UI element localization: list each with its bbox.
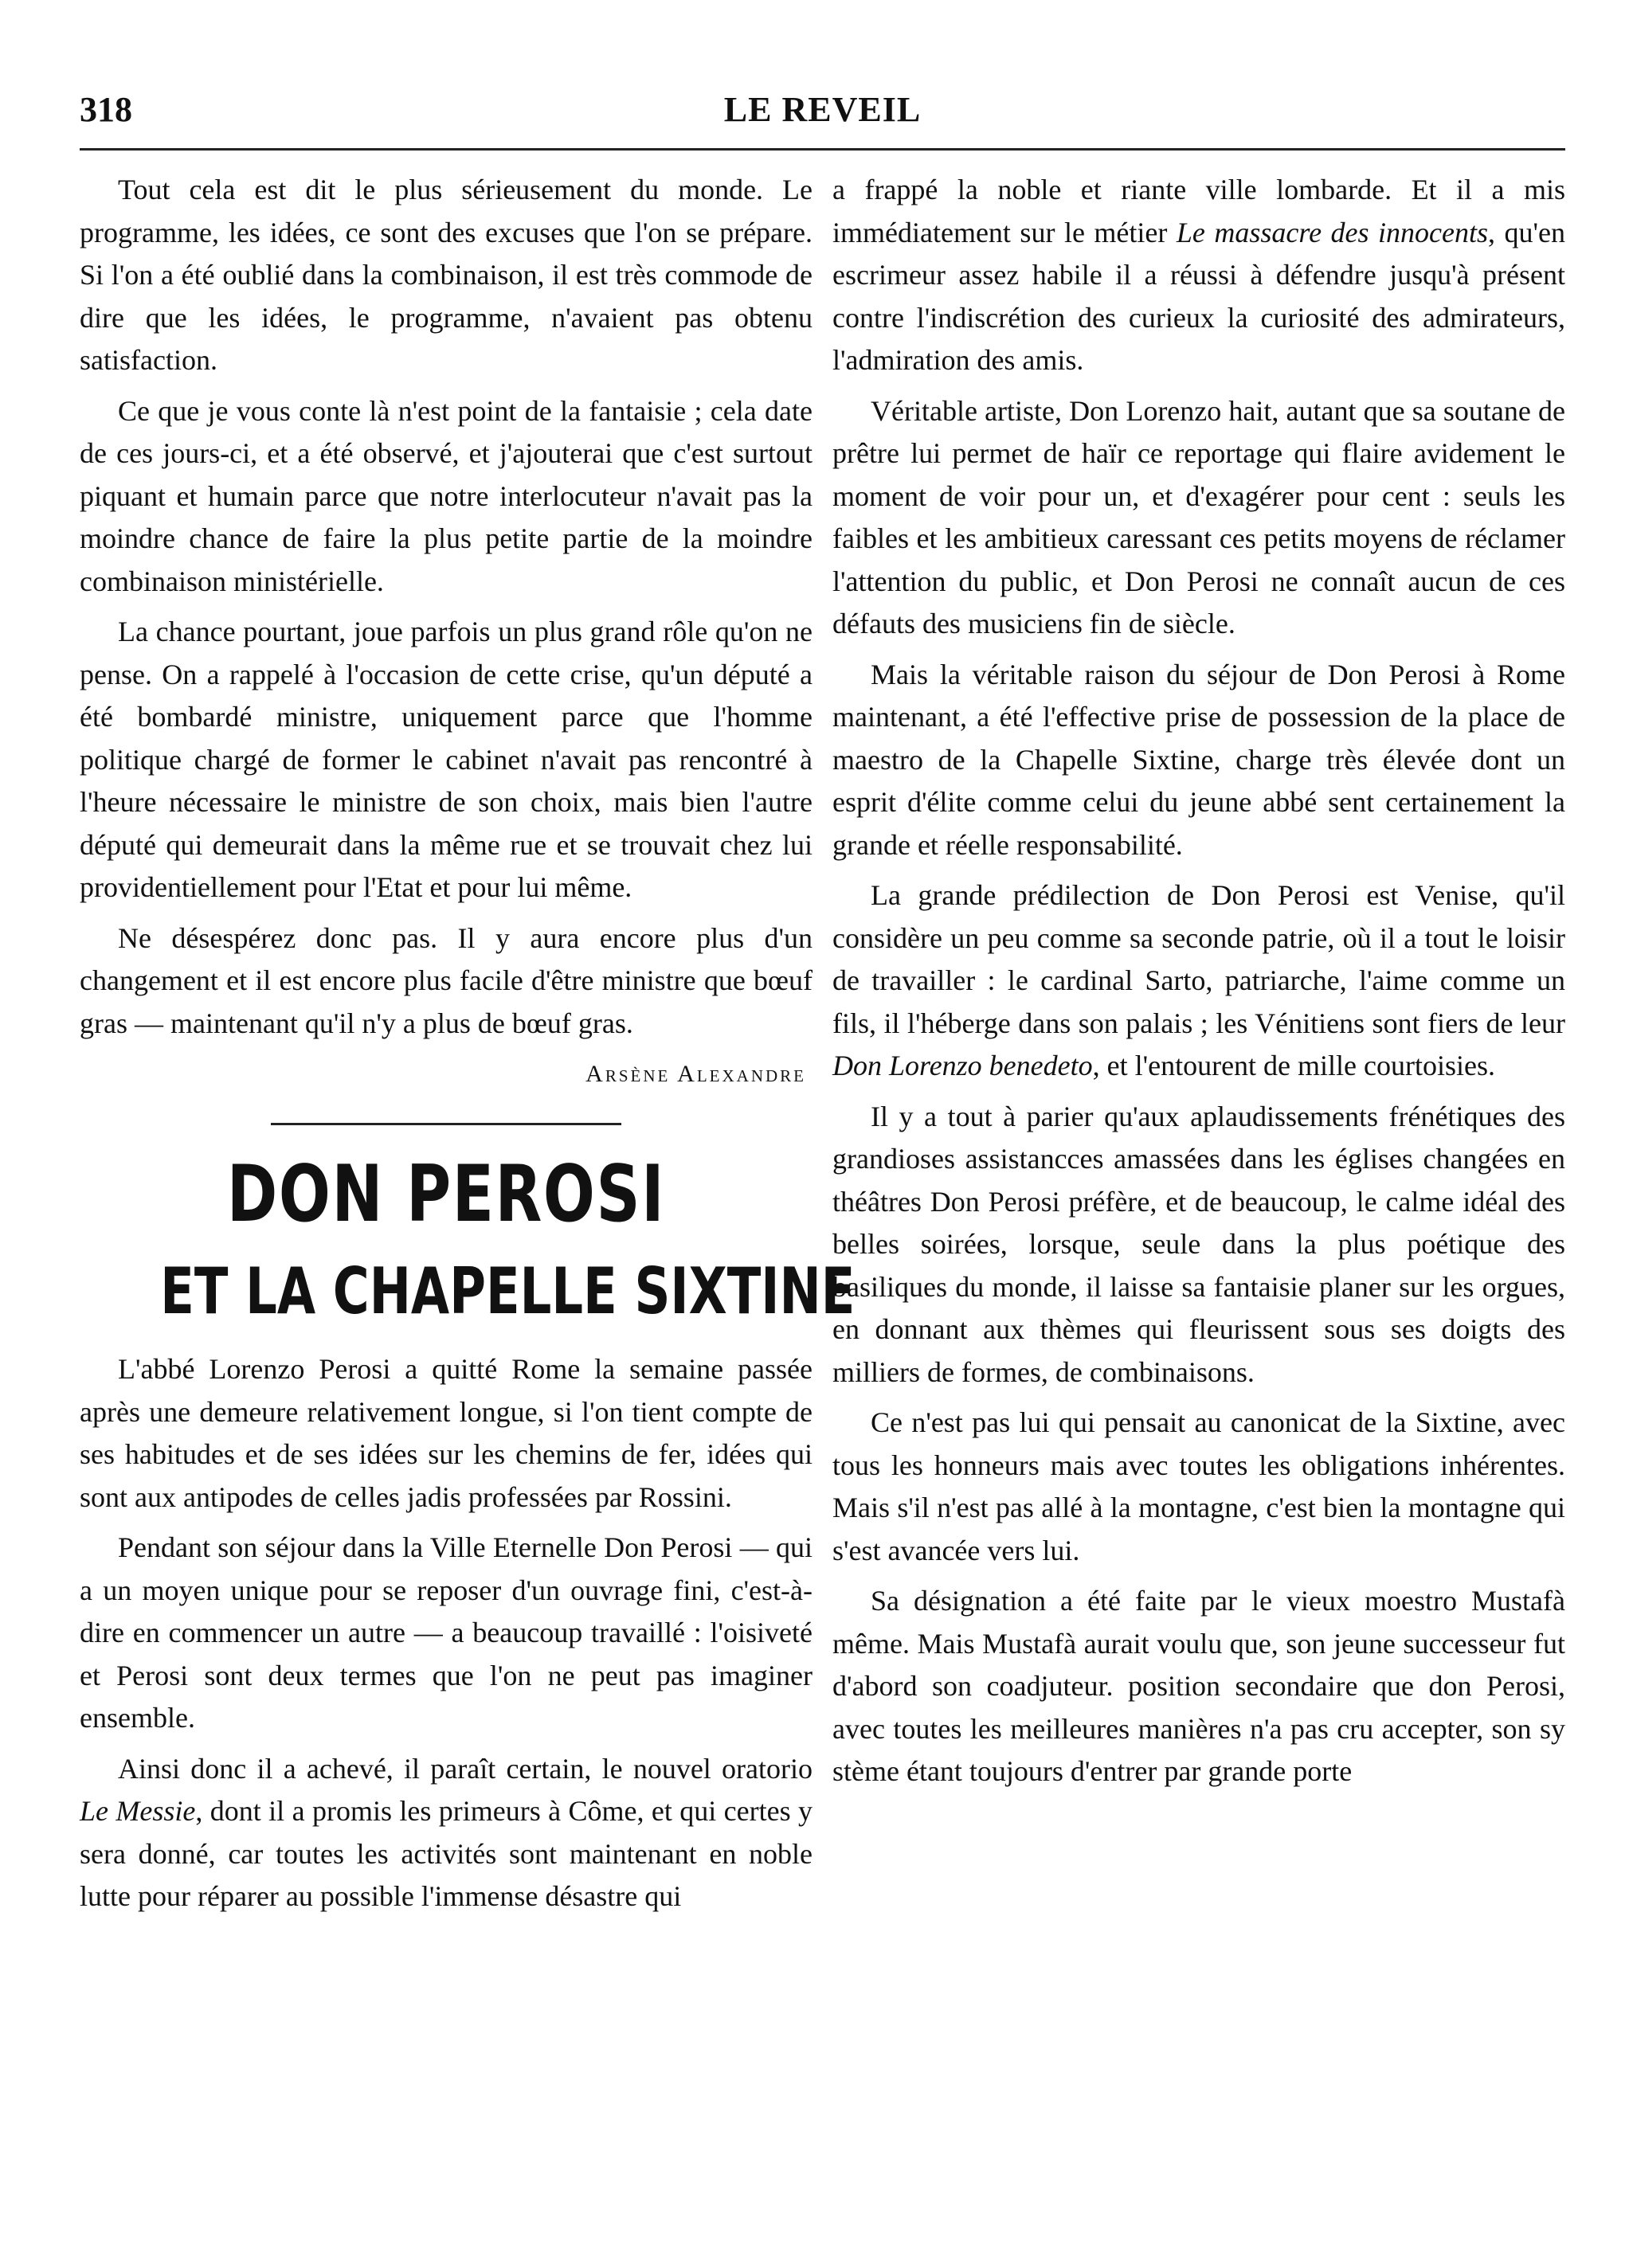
article-paragraph: Ce n'est pas lui qui pensait au canonicat de la Sixtine, avec tous les honneurs mais avec toutes les obligations inhérentes. Mais s'il n'est pas allé à la montagne, c'est bien la montagne qui s'est avancée vers lui. xyxy=(832,1406,1565,1566)
article-paragraph: La chance pourtant, joue parfois un plus grand rôle qu'on ne pense. On a rappelé à l'occasion de cette crise, qu'un député a été bombardé ministre, uniquement parce que l'homme politique chargé de former le cabinet n'avait pas rencontré à l'heure nécessaire le ministre de son choix, mais bien l'autre député qui demeurait dans la même rue et se trouvait chez lui providentiellement pour l'Etat et pour lui même. xyxy=(80,616,813,903)
emphasized-phrase: Don Lorenzo benedeto xyxy=(832,1050,1093,1081)
author-signature: Arsène Alexandre xyxy=(585,1061,806,1087)
article-paragraph xyxy=(832,874,1565,1088)
article-paragraph: Tout cela est dit le plus sérieusement du monde. Le programme, les idées, ce sont des excuses que l'on se prépare. Si l'on a été oublié dans la combinaison, il est très commode de dire que les idées, le programme, n'avaient pas obtenu satisfaction. xyxy=(80,174,813,376)
text-run: a frappé la noble et riante ville lombarde. Et il a mis immédiatement sur le métier xyxy=(832,174,1565,248)
work-title: Le massacre des innocents xyxy=(1176,216,1489,248)
article-paragraph: Mais la véritable raison du séjour de Don Perosi à Rome maintenant, a été l'effective prise de possession de la place de maestro de la Chapelle Sixtine, charge très élevée dont un esprit d'élite comme celui du jeune abbé sent certainement la grande et réelle responsabilité. xyxy=(832,658,1565,861)
article-paragraph xyxy=(80,1748,813,1918)
article-paragraph: Pendant son séjour dans la Ville Eternelle Don Perosi — qui a un moyen unique pour se reposer d'un ouvrage fini, c'est-à-dire en commencer un autre — a beaucoup travaillé : l'oisiveté et Perosi sont deux termes que l'on ne peut pas imaginer ensemble. xyxy=(80,1531,813,1734)
article-subheadline: ET LA CHAPELLE SIXTINE xyxy=(160,1254,856,1328)
article-separator xyxy=(271,1123,621,1125)
header-divider xyxy=(80,148,1565,151)
text-run: , dont il a promis les primeurs à Côme, et qui certes y sera donné, car toutes les activités sont maintenant en noble lutte pour réparer au possible l'immense désastre qui xyxy=(80,1795,813,1912)
text-run: , qu'en escrimeur assez habile il a réussi à défendre jusqu'à présent contre l'indiscrétion des curieux la curiosité des admirateurs, l'admiration des amis. xyxy=(832,216,1566,376)
article-paragraph: Sa désignation a été faite par le vieux moestro Mustafà même. Mais Mustafà aurait voulu que, son jeune successeur fut d'abord son coadjuteur. position secondaire que don Perosi, avec toutes les meilleures manières n'a pas cru accepter, son sy stème étant toujours d'entrer par grande porte xyxy=(832,1585,1565,1787)
article-paragraph: L'abbé Lorenzo Perosi a quitté Rome la semaine passée après une demeure relativement longue, si l'on tient compte de ses habitudes et de ses idées sur les chemins de fer, idées qui sont aux antipodes de celles jadis professées par Rossini. xyxy=(80,1353,813,1513)
article-headline: DON PEROSI xyxy=(226,1149,666,1240)
text-run: , et l'entourent de mille courtoisies. xyxy=(1092,1050,1495,1081)
article-paragraph: Véritable artiste, Don Lorenzo hait, autant que sa soutane de prêtre lui permet de haïr ce reportage qui flaire avidement le moment de voir pour un, et d'exagérer pour cent : seuls les faibles et les ambitieux caressant ces petits moyens de réclamer l'attention du public, et Don Perosi ne connaît aucun de ces défauts des musiciens fin de siècle. xyxy=(832,394,1565,639)
text-run: La grande prédilection de Don Perosi est Venise, qu'il considère un peu comme sa seconde patrie, où il a tout le loisir de travailler : le cardinal Sarto, patriarche, l'aime comme un fils, il l'héberge dans son palais ; les Vénitiens sont fiers de leur xyxy=(832,879,1565,1039)
left-column xyxy=(80,169,856,1926)
text-run: Ainsi donc il a achevé, il paraît certain, le nouvel oratorio xyxy=(118,1752,813,1785)
right-column xyxy=(832,169,1565,1801)
journal-title: LE REVEIL xyxy=(723,90,922,129)
work-title: Le Messie xyxy=(80,1795,196,1827)
article-paragraph: Il y a tout à parier qu'aux aplaudissements frénétiques des grandioses assistancces amassées dans les églises changées en théâtres Don Perosi préfère, et de beaucoup, le calme idéal des belles soirées, lorsque, seule dans la plus poétique des basiliques du monde, il laisse sa fantaisie planer sur les orgues, en donnant aux thèmes qui fleurissent sous ses doigts des milliers de formes, de combinaisons. xyxy=(832,1100,1565,1388)
article-paragraph: Ne désespérez donc pas. Il y aura encore plus d'un changement et il est encore plus facile d'être ministre que bœuf gras — maintenant qu'il n'y a plus de bœuf gras. xyxy=(80,921,813,1039)
running-header xyxy=(80,89,1565,137)
article-paragraph xyxy=(832,169,1565,382)
page-number: 318 xyxy=(80,90,132,129)
article-paragraph: Ce que je vous conte là n'est point de la fantaisie ; cela date de ces jours-ci, et a été observé, et j'ajouterai que c'est surtout piquant et humain parce que notre interlocuteur n'avait pas la moindre chance de faire la plus petite partie de la moindre combinaison ministérielle. xyxy=(80,394,813,597)
